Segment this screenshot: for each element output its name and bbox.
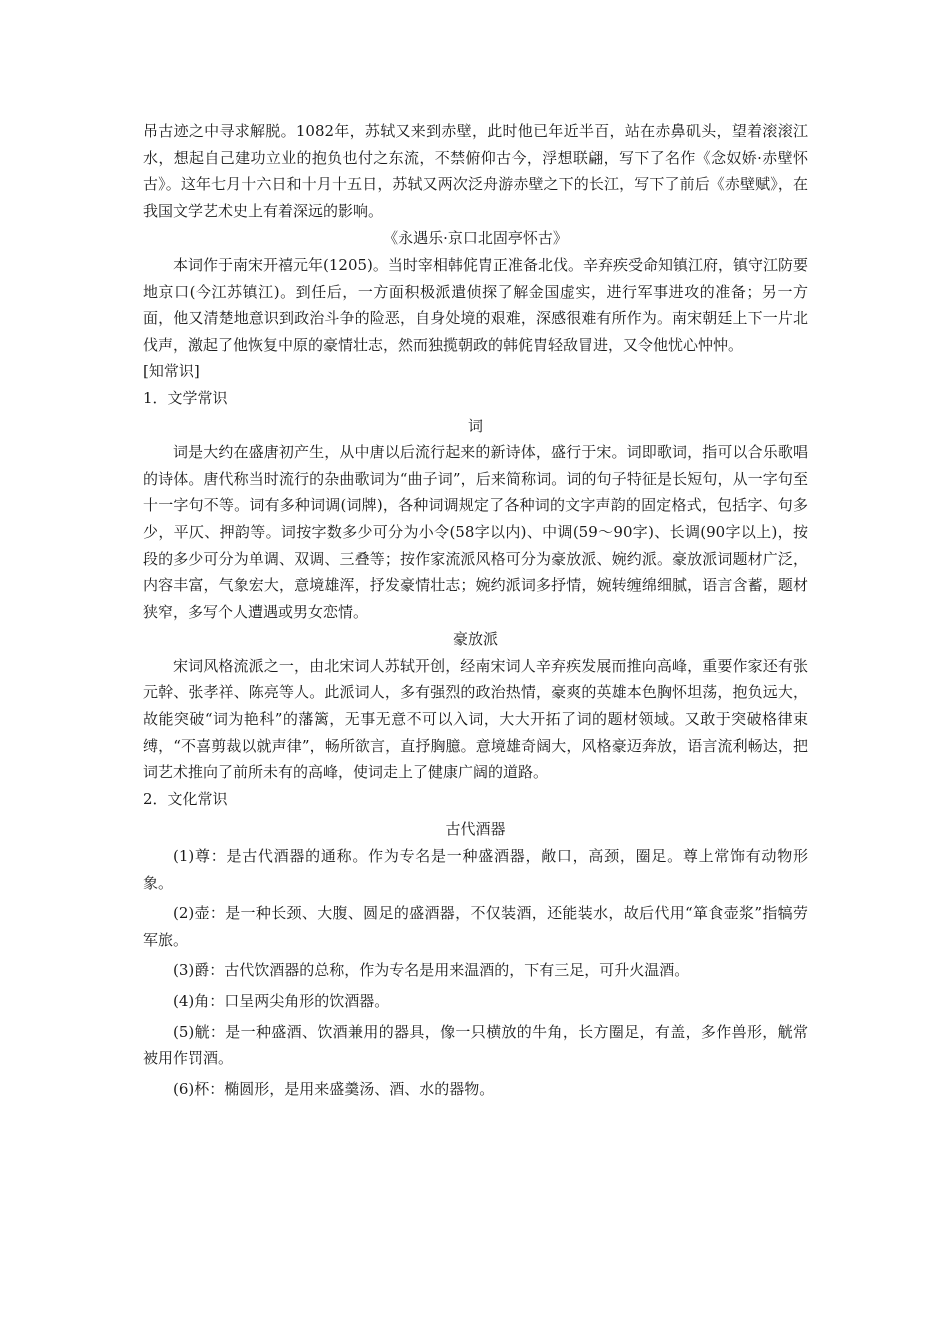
section-zhi-changshi-label: [知常识] bbox=[143, 362, 200, 381]
section-culture-label: 2．文化常识 bbox=[143, 789, 228, 808]
ci-body-paragraph: 词是大约在盛唐初产生，从中唐以后流行起来的新诗体，盛行于宋。词即歌词，指可以合乐歌唱的诗体。唐代称当时流行的杂曲歌词为“曲子词”，后来简称词。词的句子特征是长短句，从一字句至十一字句不等。词有多种词调(词牌)，各种词调规定了各种词的文字声韵的固定格式，包括字、句多少，平仄、押韵等。词按字数多少可分为小令(58字以内)、中调(59～90字)、长调(90字以上)，按段的多少可分为单调、双调、三叠等；按作家流派风格可分为豪放派、婉约派。豪放派词题材广泛，内容丰富，气象宏大，意境雄浑，抒发豪情壮志；婉约派词多抒情，婉转缠绵细腻，语言含蓄，题材狭窄，多写个人遭遇或男女恋情。 bbox=[143, 443, 808, 621]
section-literature-label: 1．文学常识 bbox=[143, 388, 228, 407]
haofang-heading: 豪放派 bbox=[452, 630, 498, 649]
yongyule-title: 《永遇乐·京口北固亭怀古》 bbox=[383, 229, 568, 248]
jiuqi-heading: 古代酒器 bbox=[445, 820, 506, 839]
jiuqi-item-gong: (5)觥：是一种盛酒、饮酒兼用的器具，像一只横放的牛角，长方圈足，有盖，多作兽形，觥常被用作罚酒。 bbox=[143, 1022, 808, 1068]
jiuqi-item-bei: (6)杯：椭圆形，是用来盛羹汤、酒、水的器物。 bbox=[173, 1079, 495, 1098]
jiuqi-item-jue: (3)爵：古代饮酒器的总称，作为专名是用来温酒的，下有三足，可升火温酒。 bbox=[173, 961, 690, 980]
jiuqi-item-jiao: (4)角：口呈两尖角形的饮酒器。 bbox=[173, 992, 390, 1010]
jiuqi-item-hu: (2)壶：是一种长颈、大腹、圆足的盛酒器，不仅装酒，还能装水，故后代用“箪食壶浆”指犒劳军旅。 bbox=[143, 904, 808, 949]
intro-continued-paragraph: 吊古迹之中寻求解脱。1082年，苏轼又来到赤壁，此时他已年近半百，站在赤鼻矶头，望着滚滚江水，想起自己建功立业的抱负也付之东流，不禁俯仰古今，浮想联翩，写下了名作《念奴娇·赤壁怀古》。这年七月十六日和十月十五日，苏轼又两次泛舟游赤壁之下的长江，写下了前后《赤壁赋》，在我国文学艺术史上有着深远的影响。 bbox=[143, 122, 808, 220]
haofang-body-paragraph: 宋词风格流派之一，由北宋词人苏轼开创，经南宋词人辛弃疾发展而推向高峰，重要作家还有张元幹、张孝祥、陈亮等人。此派词人，多有强烈的政治热情，豪爽的英雄本色胸怀坦荡，抱负远大，故能突破“词为艳科”的藩篱，无事无意不可以入词，大大开拓了词的题材领域。又敢于突破格律束缚，“不喜剪裁以就声律”，畅所欲言，直抒胸臆。意境雄奇阔大，风格豪迈奔放，语言流利畅达，把词艺术推向了前所未有的高峰，使词走上了健康广阔的道路。 bbox=[143, 656, 808, 782]
ci-heading: 词 bbox=[467, 416, 483, 435]
document-page bbox=[143, 118, 808, 1106]
jiuqi-item-zun: (1)尊：是古代酒器的通称。作为专名是一种盛酒器，敞口，高颈，圈足。尊上常饰有动物形象。 bbox=[143, 847, 808, 892]
yongyule-body-paragraph: 本词作于南宋开禧元年(1205)。当时宰相韩侂胄正准备北伐。辛弃疾受命知镇江府，镇守江防要地京口(今江苏镇江)。到任后，一方面积极派遣侦探了解金国虚实，进行军事进攻的准备；另一方面，他又清楚地意识到政治斗争的险恶，自身处境的艰难，深感很难有所作为。南宋朝廷上下一片北伐声，激起了他恢复中原的豪情壮志，然而独揽朝政的韩侂胄轻敌冒进，又令他忧心忡忡。 bbox=[143, 255, 808, 354]
